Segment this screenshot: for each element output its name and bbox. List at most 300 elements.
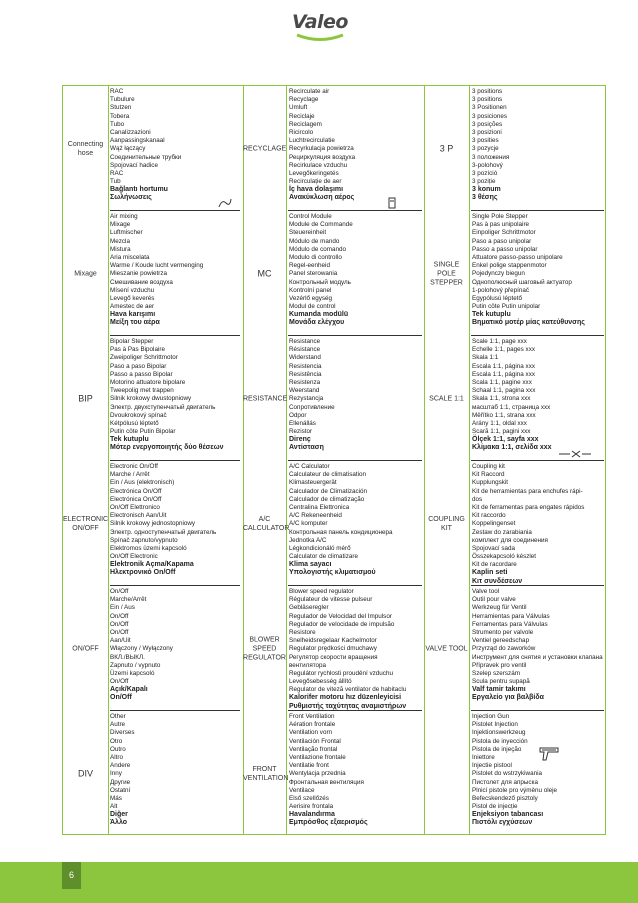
translation-item: Регулятор скорости вращения bbox=[289, 653, 378, 661]
translation-item: On/Off bbox=[110, 612, 129, 620]
translation-item: Regulator prędkości dmuchawy bbox=[289, 645, 377, 653]
translation-item: Luchtrecirculatie bbox=[289, 137, 335, 145]
translation-item: 3 pozíció bbox=[472, 169, 498, 177]
translation-list bbox=[289, 88, 423, 210]
translation-item: Coupling kit bbox=[472, 463, 505, 470]
translation-item: 3 poziție bbox=[472, 178, 496, 186]
category-cell bbox=[63, 586, 108, 711]
parts-table bbox=[62, 85, 606, 835]
translation-item: 3 положения bbox=[472, 153, 510, 161]
translation-item: Pas à Pas Bipolaire bbox=[110, 346, 165, 354]
translation-item: Recyrkulacja powietrza bbox=[289, 145, 354, 153]
translation-item: 3 posizioni bbox=[472, 128, 502, 136]
translation-item: İç hava dolaşımı bbox=[289, 186, 344, 194]
translation-item: Injection Gun bbox=[472, 713, 510, 720]
translation-list bbox=[110, 338, 240, 460]
translation-item: Diğer bbox=[110, 811, 128, 819]
translation-item: Air mixing bbox=[110, 213, 138, 220]
translation-list bbox=[289, 463, 423, 585]
translation-item: Modul de control bbox=[289, 303, 336, 311]
translation-list bbox=[110, 713, 240, 835]
translation-item: Инструмент для снятия и установки клапана bbox=[472, 653, 603, 661]
translation-item: Kit de herramientas para enchufes rápi- bbox=[472, 487, 583, 495]
translation-item: Recirculate air bbox=[289, 88, 330, 95]
translation-item: Elektronik Açma/Kapama bbox=[110, 561, 194, 569]
translation-item: Αντίσταση bbox=[289, 444, 324, 452]
translation-item: Amestec de aer bbox=[110, 303, 155, 311]
translation-item: Direnç bbox=[289, 436, 311, 444]
translation-item: Üzemi kapcsoló bbox=[110, 669, 155, 677]
translation-item: Calculador de Climatización bbox=[289, 487, 368, 495]
translation-item: Schaal 1:1, pagina xxx bbox=[472, 387, 536, 395]
row-separator bbox=[471, 585, 604, 586]
translation-item: Другие bbox=[110, 778, 131, 786]
translation-item: Levegősebesség állító bbox=[289, 678, 352, 686]
row-separator bbox=[288, 585, 422, 586]
translation-item: 3 konum bbox=[472, 186, 501, 194]
category-label: SCALE 1:1 bbox=[429, 395, 464, 402]
translation-item: Skala 1:1, strona xxx bbox=[472, 395, 531, 403]
translation-list bbox=[472, 338, 605, 460]
translation-item: Tek kutuplu bbox=[472, 311, 511, 319]
translation-item: Front Ventilation bbox=[289, 713, 335, 720]
translation-item: Mieszanie powietrza bbox=[110, 270, 168, 278]
translation-item: 3 θέσης bbox=[472, 194, 498, 202]
translation-item: Сопротивление bbox=[289, 403, 335, 411]
translation-item: Resistencia bbox=[289, 362, 322, 370]
translation-item: Luftmischer bbox=[110, 229, 143, 237]
translation-list bbox=[110, 213, 240, 335]
translation-item: On/Off bbox=[110, 588, 129, 595]
translation-item: Ferramentas para Válvulas bbox=[472, 620, 548, 628]
translation-list bbox=[110, 463, 240, 585]
footer-band bbox=[0, 862, 638, 903]
translation-item: Wentylacja przednia bbox=[289, 770, 346, 778]
translation-item: Bağlantı hortumu bbox=[110, 186, 168, 194]
category-label: 3 P bbox=[439, 143, 454, 153]
valeo-logo bbox=[288, 12, 352, 52]
translation-item: Résistance bbox=[289, 346, 321, 354]
translation-item: Regulador de velocidade de impulsão bbox=[289, 620, 395, 628]
translation-item: Resistenza bbox=[289, 378, 321, 386]
translation-item: Escala 1:1, página xxx bbox=[472, 362, 536, 370]
translation-item: Měřítko 1:1, strana xxx bbox=[472, 411, 536, 419]
category-label: ON/OFF bbox=[72, 645, 99, 652]
translation-item: 1-polohový přepínač bbox=[472, 286, 530, 294]
divider bbox=[286, 86, 287, 834]
translation-item: Electronisch Aan/Uit bbox=[110, 512, 167, 520]
injection-gun-icon bbox=[538, 744, 560, 767]
translation-item: комплект для соединения bbox=[472, 536, 548, 544]
translation-item: Injektionswerkzeug bbox=[472, 729, 526, 737]
translation-item: Calculateur de climatisation bbox=[289, 471, 366, 479]
translation-item: Dvoukrokový spínač bbox=[110, 411, 167, 419]
valeo-mark-icon bbox=[295, 32, 345, 42]
translation-item: Odpor bbox=[289, 411, 307, 419]
translation-list bbox=[289, 213, 423, 335]
translation-item: Ventilace bbox=[289, 786, 315, 794]
translation-item: On/Off bbox=[110, 620, 129, 628]
translation-item: Ventilation vorn bbox=[289, 729, 333, 737]
translation-item: On/Off bbox=[110, 628, 129, 636]
category-label: ELECTRONIC ON/OFF bbox=[63, 515, 109, 532]
translation-item: Regulador de Velocidad del Impulsor bbox=[289, 612, 392, 620]
category-cell bbox=[243, 86, 286, 211]
translation-item: Hava karışımı bbox=[110, 311, 156, 319]
translation-item: Kontrolní panel bbox=[289, 286, 332, 294]
translation-item: Panel sterowania bbox=[289, 270, 338, 278]
translation-item: Μείξη του αέρα bbox=[110, 319, 160, 327]
translation-item: вентилятора bbox=[289, 661, 327, 669]
translation-item: Соединительные трубки bbox=[110, 153, 182, 161]
translation-item: Elektromos üzemi kapcsoló bbox=[110, 544, 187, 552]
translation-item: Εμπρόσθος εξαερισμός bbox=[289, 819, 368, 827]
translation-item: Pas à pas unipolaire bbox=[472, 221, 530, 229]
translation-item: Electrónica On/Off bbox=[110, 487, 162, 495]
translation-item: Μονάδα ελέγχου bbox=[289, 319, 345, 327]
translation-item: Autre bbox=[110, 721, 126, 729]
translation-item: Diverses bbox=[110, 729, 135, 737]
translation-item: Spojovací hadice bbox=[110, 161, 158, 169]
category-cell bbox=[243, 586, 286, 711]
translation-item: Plnicí pistole pro výměnu oleje bbox=[472, 786, 558, 794]
category-label: MC bbox=[257, 268, 272, 278]
translation-item: 3 posities bbox=[472, 137, 499, 145]
translation-item: Υπολογιστής κλιματισμού bbox=[289, 569, 376, 577]
translation-item: Regulator de viteză ventilator de habitaclu bbox=[289, 686, 407, 694]
translation-item: Paso a paso Bipolar bbox=[110, 362, 167, 370]
translation-item: Canalizzazioni bbox=[110, 128, 151, 136]
translation-item: Centralina Elettronica bbox=[289, 503, 350, 511]
translation-item: Módulo de mando bbox=[289, 237, 340, 245]
translation-item: Aanpassingskanaal bbox=[110, 137, 165, 145]
translation-item: dos bbox=[472, 495, 483, 503]
category-cell bbox=[63, 461, 108, 586]
category-cell bbox=[63, 336, 108, 461]
translation-item: On/Off Electronic bbox=[110, 553, 158, 561]
translation-item: Tubo bbox=[110, 120, 125, 128]
translation-item: Aria miscelata bbox=[110, 253, 150, 261]
translation-item: Légkondicionáló mérő bbox=[289, 544, 351, 552]
category-cell bbox=[63, 711, 108, 836]
translation-item: Ανακύκλωση αέρος bbox=[289, 194, 355, 202]
translation-item: Bipolar Stepper bbox=[110, 338, 154, 345]
row-separator bbox=[110, 585, 240, 586]
hose-icon bbox=[218, 196, 232, 214]
translation-item: Σωλήνωσεις bbox=[110, 194, 152, 202]
translation-item: Контрольный модуль bbox=[289, 278, 351, 286]
translation-item: Włączony / Wyłączony bbox=[110, 645, 173, 653]
translation-item: Control Module bbox=[289, 213, 332, 220]
translation-list bbox=[472, 713, 605, 835]
translation-item: Πιστόλι εγχύσεων bbox=[472, 819, 533, 827]
translation-item: Aan/Uit bbox=[110, 637, 131, 645]
category-label: FRONT VENTILATION bbox=[243, 765, 289, 782]
translation-item: Pistola de injeção bbox=[472, 745, 522, 753]
translation-item: On/Off bbox=[110, 678, 129, 686]
translation-item: Koppelingenset bbox=[472, 520, 516, 528]
translation-item: Spojovací sada bbox=[472, 544, 516, 552]
translation-item: Pojedynczy biegun bbox=[472, 270, 525, 278]
translation-item: Ρυθμιστής ταχύτητας αναμιστήρων bbox=[289, 702, 407, 710]
translation-item: Marche / Arrêt bbox=[110, 471, 150, 479]
translation-item: Mixage bbox=[110, 221, 131, 229]
translation-item: Injectie pistool bbox=[472, 762, 512, 770]
translation-item: Putin cöte Putin Bipolar bbox=[110, 428, 176, 436]
translation-item: Ventilación Frontal bbox=[289, 737, 341, 745]
translation-item: Фронтальная вентиляция bbox=[289, 778, 364, 786]
row-separator bbox=[471, 210, 604, 211]
category-label: DIV bbox=[77, 768, 93, 778]
translation-item: Werkzeug für Ventil bbox=[472, 604, 527, 612]
translation-item: Kit raccordo bbox=[472, 512, 506, 520]
translation-item: Gebläseregler bbox=[289, 604, 329, 612]
translation-item: Přípravek pro ventil bbox=[472, 661, 527, 669]
translation-item: Widerstand bbox=[289, 354, 321, 362]
translation-list bbox=[110, 88, 240, 210]
category-label: COUPLING KIT bbox=[428, 515, 465, 532]
translation-item: Άλλο bbox=[110, 819, 128, 827]
translation-item: Κιτ συνδέσεων bbox=[472, 577, 523, 585]
translation-item: Смешивание воздуха bbox=[110, 278, 173, 286]
translation-item: 3 pozycje bbox=[472, 145, 499, 153]
translation-item: RAC bbox=[110, 169, 124, 177]
translation-item: Módulo de comando bbox=[289, 245, 347, 253]
translation-item: Passo a passo Bipolar bbox=[110, 370, 173, 378]
row-separator bbox=[288, 210, 422, 211]
translation-item: 3 positions bbox=[472, 96, 503, 104]
translation-item: ВКЛ./ВЫКЛ. bbox=[110, 653, 145, 661]
translation-item: 3 Positionen bbox=[472, 104, 507, 112]
translation-item: Havalandırma bbox=[289, 811, 335, 819]
translation-item: A/C komputer bbox=[289, 520, 328, 528]
translation-item: Outro bbox=[110, 745, 126, 753]
translation-item: Spínač zapnuto/vypnuto bbox=[110, 536, 178, 544]
divider bbox=[108, 86, 109, 834]
translation-item: Module de Commande bbox=[289, 221, 353, 229]
translation-item: Zestaw do zarabiania bbox=[472, 528, 532, 536]
translation-item: Tubulure bbox=[110, 96, 135, 104]
row-separator bbox=[110, 710, 240, 711]
brand-name: Valeo bbox=[291, 11, 348, 33]
translation-item: Alt bbox=[110, 803, 118, 811]
translation-item: Más bbox=[110, 794, 122, 802]
translation-item: Ostatní bbox=[110, 786, 131, 794]
translation-item: Tek kutuplu bbox=[110, 436, 149, 444]
translation-item: масштаб 1:1, страница xxx bbox=[472, 403, 551, 411]
translation-item: Kumanda modülü bbox=[289, 311, 349, 319]
translation-item: Enjeksiyon tabancası bbox=[472, 811, 544, 819]
translation-item: Scară 1:1, pagini xxx bbox=[472, 428, 531, 436]
translation-item: Açık/Kapalı bbox=[110, 686, 148, 694]
category-cell bbox=[63, 86, 108, 211]
category-label: A/C CALCULATOR bbox=[243, 515, 290, 532]
translation-item: Other bbox=[110, 713, 126, 720]
translation-item: Szelep szerszám bbox=[472, 669, 520, 677]
translation-item: Kit de ferramentas para engates rápidos bbox=[472, 503, 585, 511]
row-separator bbox=[288, 460, 422, 461]
translation-item: Herramientas para Válvulas bbox=[472, 612, 550, 620]
translation-item: Rezystancja bbox=[289, 395, 324, 403]
translation-item: Электр. одноступенчатый двигатель bbox=[110, 528, 217, 536]
category-cell bbox=[424, 711, 469, 836]
translation-item: Kit Raccord bbox=[472, 471, 505, 479]
translation-item: Scula pentru supapă bbox=[472, 678, 530, 686]
category-cell bbox=[63, 211, 108, 336]
translation-item: Mistura bbox=[110, 245, 131, 253]
translation-item: Klima sayacı bbox=[289, 561, 332, 569]
translation-item: Levegőkeringetés bbox=[289, 169, 339, 177]
translation-item: Blower speed regulator bbox=[289, 588, 354, 595]
translation-item: Egypólusú léptető bbox=[472, 294, 523, 302]
category-cell bbox=[243, 711, 289, 836]
translation-item: Valf tamir takımı bbox=[472, 686, 526, 694]
coupling-kit-icon bbox=[558, 446, 592, 464]
translation-item: Iniettore bbox=[472, 753, 495, 761]
category-label: Connecting hose bbox=[67, 140, 104, 157]
translation-item: Пистолет для апрыска bbox=[472, 778, 538, 786]
translation-item: A/C Calculator bbox=[289, 463, 330, 470]
translation-item: Snelheidsregelaar Kachelmotor bbox=[289, 637, 377, 645]
translation-item: Einpoliger Schrittmotor bbox=[472, 229, 536, 237]
translation-item: Rezistor bbox=[289, 428, 313, 436]
translation-item: Silnik krokowy jednostopniowy bbox=[110, 520, 196, 528]
translation-item: Első szellőzés bbox=[289, 794, 329, 802]
translation-item: Recirkulace vzduchu bbox=[289, 161, 348, 169]
translation-item: Przyrząd do zaworków bbox=[472, 645, 536, 653]
translation-item: Putin cöte Putin unipolar bbox=[472, 303, 541, 311]
translation-item: Recyclage bbox=[289, 96, 319, 104]
translation-item: Régulateur de vitesse pulseur bbox=[289, 596, 373, 604]
translation-item: Ein / Aus (elektronisch) bbox=[110, 479, 175, 487]
translation-item: Echelle 1:1, pages xxx bbox=[472, 346, 536, 354]
row-separator bbox=[471, 335, 604, 336]
translation-item: Reciclagem bbox=[289, 120, 322, 128]
translation-item: Рециркуляция воздуха bbox=[289, 153, 356, 161]
translation-item: Marche/Arrêt bbox=[110, 596, 147, 604]
category-cell bbox=[424, 211, 469, 336]
row-separator bbox=[110, 460, 240, 461]
translation-item: Resistore bbox=[289, 628, 316, 636]
translation-item: Valve tool bbox=[472, 588, 500, 595]
translation-item: On/Off bbox=[110, 694, 132, 702]
translation-item: Strumento per valvole bbox=[472, 628, 534, 636]
translation-list bbox=[289, 713, 423, 835]
category-label: RECYCLAGE bbox=[243, 145, 287, 152]
translation-item: Electrónica On/Off bbox=[110, 495, 162, 503]
translation-item: Passo a passo unipolar bbox=[472, 245, 538, 253]
translation-item: Skala 1:1 bbox=[472, 354, 499, 362]
translation-list bbox=[472, 213, 605, 335]
row-separator bbox=[110, 335, 240, 336]
translation-item: Warme / Koude lucht vermenging bbox=[110, 262, 204, 270]
translation-item: Calculator de climatizare bbox=[289, 553, 358, 561]
translation-list bbox=[289, 338, 423, 460]
translation-item: Ventilação frontal bbox=[289, 745, 338, 753]
translation-item: Pistol de injecție bbox=[472, 803, 518, 811]
category-cell bbox=[424, 586, 469, 711]
translation-item: Scale 1:1, page xxx bbox=[472, 338, 527, 345]
translation-item: Tweepolig met trappen bbox=[110, 387, 174, 395]
translation-list bbox=[472, 588, 605, 710]
control-module-icon bbox=[388, 196, 396, 214]
category-label: BLOWER SPEED REGULATOR bbox=[243, 636, 286, 661]
translation-item: Tub bbox=[110, 178, 121, 186]
translation-item: Vezérlő egység bbox=[289, 294, 333, 302]
row-separator bbox=[288, 335, 422, 336]
translation-item: Altro bbox=[110, 753, 123, 761]
translation-item: Arány 1:1, oldal xxx bbox=[472, 419, 527, 427]
translation-list bbox=[472, 463, 605, 585]
translation-item: Mezcla bbox=[110, 237, 130, 245]
translation-item: Mísení vzduchu bbox=[110, 286, 155, 294]
translation-item: Paso a paso unipolar bbox=[472, 237, 532, 245]
translation-item: Pistola de inyección bbox=[472, 737, 528, 745]
category-cell bbox=[424, 336, 469, 461]
translation-item: Kalorifer motoru hız düzenleyicisi bbox=[289, 694, 402, 702]
translation-item: Összekapcsoló készlet bbox=[472, 553, 537, 561]
category-label: RESISTANCE bbox=[243, 395, 288, 402]
category-label: SINGLE POLE STEPPER bbox=[430, 261, 463, 286]
translation-item: Otro bbox=[110, 737, 123, 745]
translation-item: Attuatore passo-passo unipolare bbox=[472, 253, 563, 261]
translation-item: Ηλεκτρονικό On/Off bbox=[110, 569, 176, 577]
translation-item: Umluft bbox=[289, 104, 308, 112]
translation-item: Aerisire frontala bbox=[289, 803, 334, 811]
row-separator bbox=[471, 710, 604, 711]
translation-item: Βηματικό μοτέρ μίας κατεύθυνσης bbox=[472, 319, 585, 327]
translation-item: Andere bbox=[110, 762, 131, 770]
row-separator bbox=[288, 710, 422, 711]
category-cell bbox=[243, 211, 286, 336]
translation-item: Steuereinheit bbox=[289, 229, 327, 237]
translation-item: Motorino attuatore bipolare bbox=[110, 378, 186, 386]
translation-item: Resistência bbox=[289, 370, 322, 378]
translation-item: Zapnuto / vypnuto bbox=[110, 661, 161, 669]
translation-item: 3 posições bbox=[472, 120, 503, 128]
translation-item: Контрольная панель кондиционера bbox=[289, 528, 393, 536]
translation-item: Regulátor rychlosti proudění vzduchu bbox=[289, 669, 393, 677]
translation-item: Stutzen bbox=[110, 104, 132, 112]
translation-item: 3-polohový bbox=[472, 161, 503, 169]
translation-item: Klimasteuergerät bbox=[289, 479, 337, 487]
translation-item: Resistance bbox=[289, 338, 321, 345]
translation-item: Reciclaje bbox=[289, 112, 315, 120]
translation-item: On/Off Elettronico bbox=[110, 503, 160, 511]
translation-item: Pistolet do wstrzykiwania bbox=[472, 770, 542, 778]
translation-item: Calculador de climatização bbox=[289, 495, 365, 503]
translation-item: Electronic On/Off bbox=[110, 463, 158, 470]
translation-item: Tobera bbox=[110, 112, 130, 120]
translation-item: Pistolet Injection bbox=[472, 721, 518, 729]
translation-item: A/C Rekeneenheid bbox=[289, 512, 342, 520]
page-number: 6 bbox=[62, 862, 81, 889]
category-label: BIP bbox=[78, 393, 93, 403]
divider bbox=[469, 86, 470, 834]
translation-item: Ventilazione frontale bbox=[289, 753, 346, 761]
category-label: Mixage bbox=[74, 270, 97, 277]
translation-item: Scala 1:1, pagine xxx bbox=[472, 378, 532, 386]
translation-item: Levegő keverés bbox=[110, 294, 155, 302]
category-cell bbox=[424, 86, 469, 211]
translation-item: Ricircolo bbox=[289, 128, 314, 136]
translation-item: Jednotka A/C bbox=[289, 536, 327, 544]
translation-list bbox=[472, 88, 605, 210]
translation-item: Однополюсный шаговый актуатор bbox=[472, 278, 572, 286]
translation-item: Ellenállás bbox=[289, 419, 316, 427]
category-cell bbox=[424, 461, 469, 586]
translation-item: Aération frontale bbox=[289, 721, 336, 729]
